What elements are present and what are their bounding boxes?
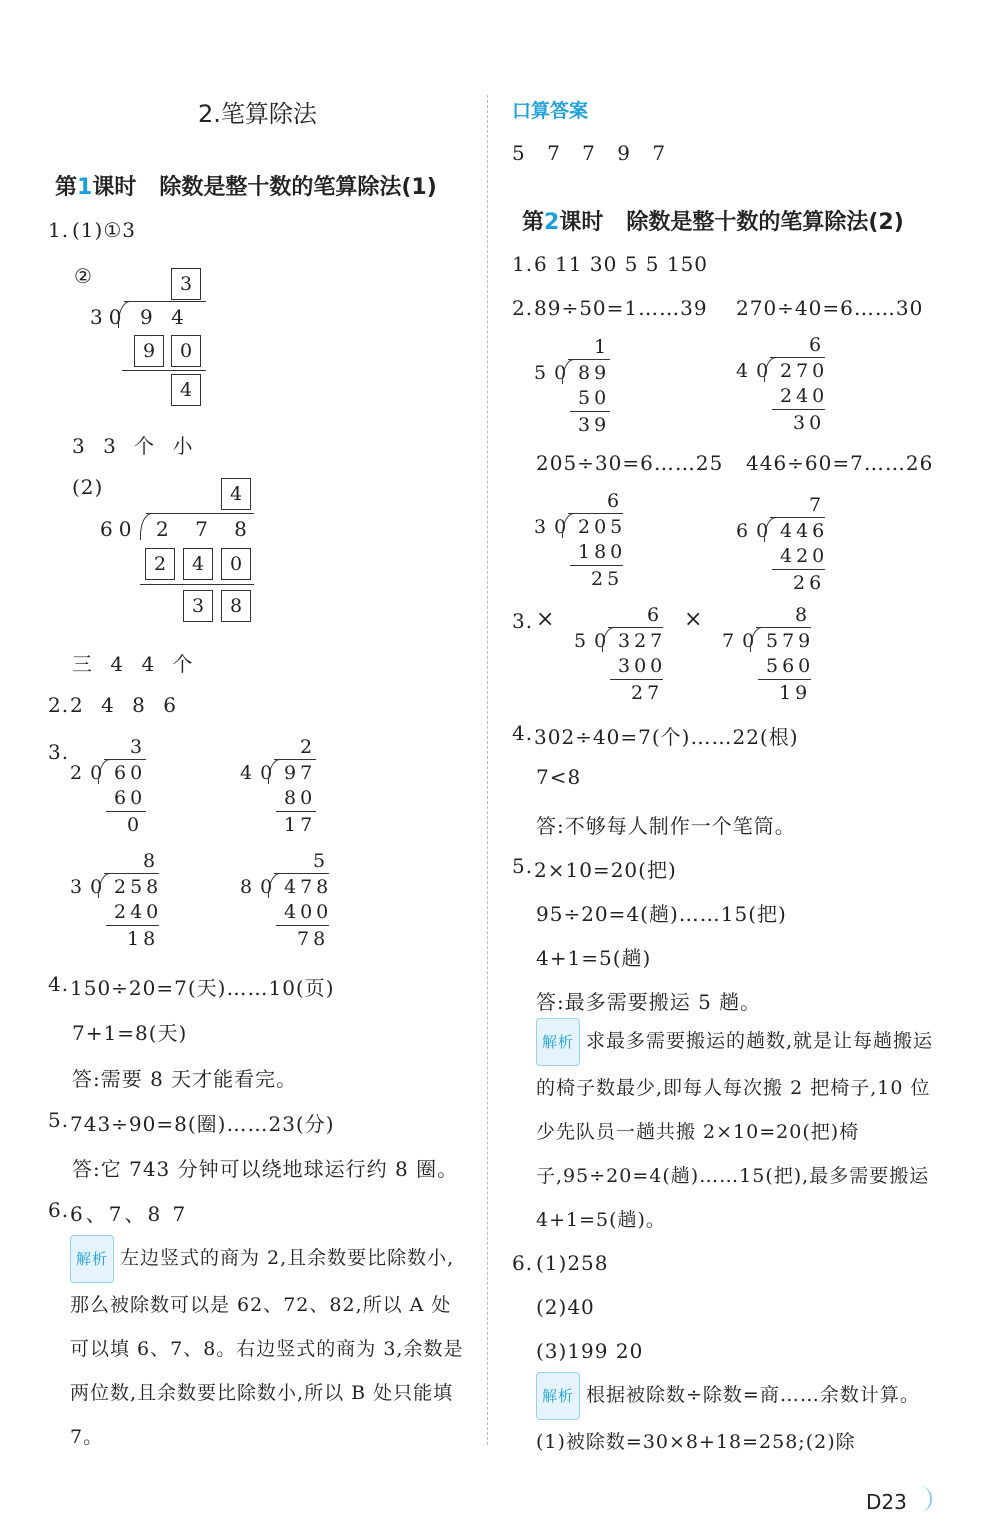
q6-text: 6、7、8 7 <box>70 1202 189 1226</box>
sub-box[interactable]: 0 <box>171 335 201 367</box>
subtraction-line <box>570 565 623 566</box>
subtrahend: 60 <box>114 787 147 809</box>
division-bar <box>104 759 146 760</box>
r-q6-line: (3)199 20 <box>536 1339 644 1363</box>
lesson-num: 1 <box>77 175 93 200</box>
divisor: 30 <box>90 305 128 329</box>
subtraction-line <box>276 925 329 926</box>
division-bar <box>568 513 623 514</box>
lesson-topic: 除数是整十数的笔算除法(2) <box>626 210 904 235</box>
oral-answers-title: 口算答案 <box>512 100 589 122</box>
subtrahend: 180 <box>578 541 627 563</box>
q4-label: 4. <box>48 972 70 996</box>
r-q2-eq2: 270÷40=6……30 <box>736 296 924 320</box>
dividend: 9 4 <box>140 305 190 329</box>
quotient: 6 <box>607 490 620 512</box>
dividend: 478 <box>284 876 333 898</box>
division-bar <box>104 873 159 874</box>
quotient: 8 <box>795 604 808 626</box>
quotient: 5 <box>313 850 326 872</box>
quotient: 3 <box>130 736 143 758</box>
subtrahend: 400 <box>284 901 333 923</box>
divisor: 70 <box>722 630 763 652</box>
remainder: 17 <box>284 814 317 836</box>
subtrahend: 560 <box>766 655 815 677</box>
subtrahend: 420 <box>780 545 829 567</box>
divisor: 80 <box>240 876 281 898</box>
sub-box[interactable]: 2 <box>145 548 175 580</box>
division-bar <box>608 627 663 628</box>
remainder-box[interactable]: 8 <box>221 590 251 622</box>
divisor: 60 <box>736 520 777 542</box>
division-bar <box>274 759 316 760</box>
r-q4-line: 7<8 <box>536 765 582 789</box>
q3-label: 3. <box>48 740 70 764</box>
q1-part2: (2) <box>72 475 104 499</box>
r-q5-label: 5. <box>512 854 534 878</box>
lesson-post: 课时 <box>92 175 137 200</box>
remainder: 0 <box>127 814 144 836</box>
leaf-icon <box>920 1486 932 1512</box>
subtrahend: 240 <box>114 901 163 923</box>
r-q6-label: 6. <box>512 1251 534 1275</box>
subtraction-line <box>140 584 254 585</box>
q1-words2: 三 4 4 个 <box>72 652 199 676</box>
r-q3-mark2: × <box>684 607 704 632</box>
r-q5-line: 2×10=20(把) <box>534 858 677 882</box>
divisor: 30 <box>70 876 111 898</box>
section-title: 2.笔算除法 <box>198 100 317 128</box>
q5-line: 743÷90=8(圈)……23(分) <box>70 1112 335 1136</box>
sub-box[interactable]: 4 <box>183 548 213 580</box>
r-q4-line: 302÷40=7(个)……22(根) <box>534 725 799 749</box>
divisor: 60 <box>100 517 138 541</box>
subtrahend: 240 <box>780 385 829 407</box>
r-q2-eq3: 205÷30=6……25 <box>536 451 724 475</box>
sub-box[interactable]: 9 <box>134 335 164 367</box>
subtraction-line <box>772 569 825 570</box>
q2-text: 2 4 8 6 <box>70 693 182 717</box>
r-q3-label: 3. <box>512 609 534 633</box>
remainder-box[interactable]: 4 <box>171 374 201 406</box>
dividend: 579 <box>766 630 815 652</box>
remainder-box[interactable]: 3 <box>183 590 213 622</box>
quotient-box[interactable]: 4 <box>221 478 251 510</box>
subtraction-line <box>758 679 811 680</box>
r-q6-line: (1)258 <box>536 1251 609 1275</box>
analysis-tag: 解析 <box>536 1018 580 1066</box>
quotient: 7 <box>809 494 822 516</box>
subtraction-line <box>570 411 610 412</box>
analysis-text: 根据被除数÷除数=商……余数计算。(1)被除数=30×8+18=258;(2)除 <box>536 1384 920 1453</box>
remainder: 39 <box>578 414 611 436</box>
q4-line: 7+1=8(天) <box>72 1021 188 1045</box>
analysis-tag: 解析 <box>536 1372 580 1420</box>
q6-analysis <box>70 1235 470 1459</box>
lesson-num: 2 <box>544 210 560 235</box>
remainder: 78 <box>297 928 330 950</box>
subtraction-line <box>610 679 663 680</box>
sub-box[interactable]: 0 <box>221 548 251 580</box>
lesson-pre: 第 <box>522 210 545 235</box>
divisor: 40 <box>240 762 281 784</box>
lesson-heading-2 <box>522 205 904 236</box>
division-bar <box>568 359 610 360</box>
r-q1-label: 1. <box>512 252 534 276</box>
q5-answer: 答:它 743 分钟可以绕地球运行约 8 圈。 <box>72 1157 459 1181</box>
dividend: 258 <box>114 876 163 898</box>
r-q1-text: 6 11 30 5 5 150 <box>534 252 709 276</box>
q6-label: 6. <box>48 1198 70 1222</box>
subtraction-line <box>122 370 206 371</box>
quotient: 6 <box>647 604 660 626</box>
subtrahend: 300 <box>618 655 667 677</box>
remainder: 19 <box>779 682 812 704</box>
q1-words1: 3 3 个 小 <box>72 434 199 458</box>
subtraction-line <box>772 409 825 410</box>
quotient: 6 <box>809 334 822 356</box>
q1-circ2: ② <box>74 264 93 288</box>
subtraction-line <box>276 811 316 812</box>
quotient: 1 <box>594 336 607 358</box>
r-q3-mark1: × <box>536 607 556 632</box>
divisor: 30 <box>534 516 575 538</box>
q2-label: 2. <box>48 693 70 717</box>
remainder: 25 <box>591 568 624 590</box>
remainder: 27 <box>631 682 664 704</box>
q1-part1: (1)①3 <box>72 218 136 242</box>
divisor: 40 <box>736 360 777 382</box>
r-q4-answer: 答:不够每人制作一个笔筒。 <box>536 814 796 838</box>
division-bar <box>146 513 254 514</box>
r-q5-analysis <box>536 1018 936 1242</box>
dividend: 205 <box>578 516 627 538</box>
subtrahend: 50 <box>578 387 611 409</box>
subtrahend: 80 <box>284 787 317 809</box>
division-bar <box>756 627 811 628</box>
dividend: 89 <box>578 362 611 384</box>
oral-answers: 5 7 7 9 7 <box>512 141 674 165</box>
division-bracket <box>140 513 153 540</box>
q4-line: 150÷20=7(天)……10(页) <box>70 976 335 1000</box>
q5-label: 5. <box>48 1108 70 1132</box>
q1-label: 1. <box>48 218 70 242</box>
divisor: 50 <box>574 630 615 652</box>
r-q2-label: 2. <box>512 296 534 320</box>
quotient: 2 <box>300 736 313 758</box>
lesson-pre: 第 <box>55 175 78 200</box>
q4-answer: 答:需要 8 天才能看完。 <box>72 1067 298 1091</box>
remainder: 26 <box>793 572 826 594</box>
quotient-box[interactable]: 3 <box>171 268 201 300</box>
dividend: 446 <box>780 520 829 542</box>
remainder: 18 <box>127 928 160 950</box>
division-bar <box>274 873 329 874</box>
lesson-post: 课时 <box>559 210 604 235</box>
divisor: 50 <box>534 362 575 384</box>
quotient: 8 <box>143 850 156 872</box>
r-q4-label: 4. <box>512 721 534 745</box>
r-q5-line: 95÷20=4(趟)……15(把) <box>536 902 787 926</box>
dividend: 60 <box>114 762 147 784</box>
r-q2-eq1: 89÷50=1……39 <box>534 296 708 320</box>
lesson-heading-1 <box>55 170 437 201</box>
dividend: 2 7 8 <box>156 517 257 541</box>
analysis-text: 左边竖式的商为 2,且余数要比除数小,那么被除数可以是 62、72、82,所以 A 处可以填 6、7、8。右边竖式的商为 3,余数是两位数,且余数要比除数小,所以 B 处只能填 7。 <box>70 1247 464 1448</box>
page-number: D23 <box>866 1490 907 1514</box>
r-q6-line: (2)40 <box>536 1295 595 1319</box>
subtraction-line <box>106 925 159 926</box>
lesson-topic: 除数是整十数的笔算除法(1) <box>159 175 437 200</box>
r-q5-answer: 答:最多需要搬运 5 趟。 <box>536 990 762 1014</box>
r-q6-analysis <box>536 1372 936 1464</box>
column-divider <box>487 95 488 1445</box>
division-bar <box>770 357 825 358</box>
dividend: 270 <box>780 360 829 382</box>
remainder: 30 <box>793 412 826 434</box>
analysis-text: 求最多需要搬运的趟数,就是让每趟搬运的椅子数最少,即每人每次搬 2 把椅子,10 位少先队员一趟共搬 2×10=20(把)椅子,95÷20=4(趟)……15(把),最多需要搬运 4+1=5(趟)。 <box>536 1030 934 1231</box>
r-q2-eq4: 446÷60=7……26 <box>746 451 934 475</box>
analysis-tag: 解析 <box>70 1235 114 1283</box>
r-q5-line: 4+1=5(趟) <box>536 946 652 970</box>
divisor: 20 <box>70 762 111 784</box>
dividend: 97 <box>284 762 317 784</box>
division-bar <box>770 517 825 518</box>
division-bar <box>124 301 206 302</box>
subtraction-line <box>106 811 146 812</box>
dividend: 327 <box>618 630 667 652</box>
